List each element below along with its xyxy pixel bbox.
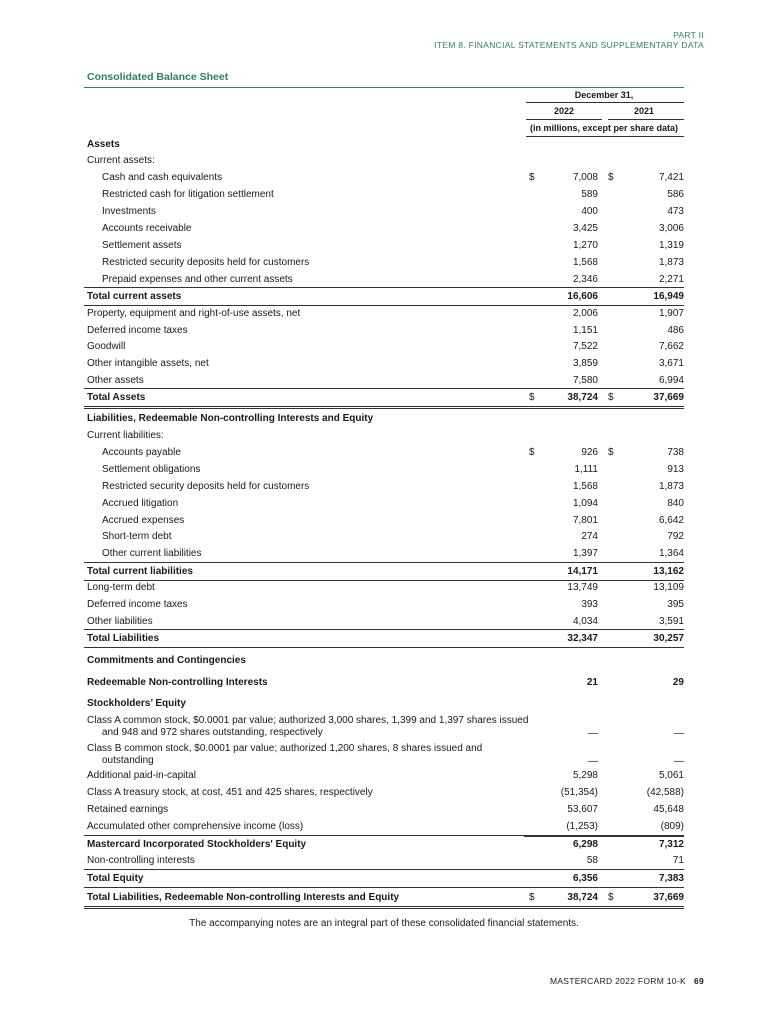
value-2021: 7,662 <box>658 341 684 352</box>
value-2022: 4,034 <box>572 616 598 627</box>
row-label: Mastercard Incorporated Stockholders' Equity <box>87 839 307 850</box>
row-label: Long-term debt <box>87 582 155 593</box>
row-label: Settlement assets <box>102 240 182 251</box>
table-row <box>84 495 684 512</box>
mastercard-equity-row <box>84 835 684 853</box>
value-2021: 738 <box>667 447 684 458</box>
value-2021: 1,873 <box>658 481 684 492</box>
table-row <box>84 237 684 254</box>
value-2021: 486 <box>667 325 684 336</box>
value-2022: 16,606 <box>567 291 598 302</box>
value-2021: 1,319 <box>658 240 684 251</box>
row-label: Total Liabilities <box>87 633 160 644</box>
row-label: Accounts receivable <box>102 223 192 234</box>
class-b-stock-row <box>84 743 684 769</box>
row-label: Total current assets <box>87 291 182 302</box>
table-row <box>84 852 684 869</box>
value-2022: — <box>588 728 598 739</box>
dollar-sign: $ <box>529 892 535 903</box>
value-2022: 53,607 <box>567 804 598 815</box>
value-2022: 7,580 <box>572 375 598 386</box>
row-label: Settlement obligations <box>102 464 201 475</box>
value-2022: (1,253) <box>566 821 598 832</box>
value-2022: 6,356 <box>572 873 598 884</box>
row-label: Restricted security deposits held for customers <box>102 257 310 268</box>
value-2022: 6,298 <box>572 839 598 850</box>
value-2021: 3,591 <box>658 616 684 627</box>
equity-heading: Stockholders’ Equity <box>87 698 186 709</box>
dollar-sign: $ <box>529 172 535 183</box>
value-2021: 840 <box>667 498 684 509</box>
page-footer <box>550 976 704 986</box>
value-2021: 6,994 <box>658 375 684 386</box>
dollar-sign: $ <box>608 172 614 183</box>
table-row <box>84 254 684 271</box>
value-2021: 792 <box>667 531 684 542</box>
value-2021: 395 <box>667 599 684 610</box>
value-2022: 926 <box>581 447 598 458</box>
row-label: Total Assets <box>87 392 146 403</box>
value-2022: 393 <box>581 599 598 610</box>
table-row <box>84 478 684 495</box>
dollar-sign: $ <box>608 892 614 903</box>
value-2022: 1,568 <box>572 481 598 492</box>
value-2022: 3,859 <box>572 358 598 369</box>
value-2022: 589 <box>581 189 598 200</box>
dollar-sign: $ <box>529 447 535 458</box>
table-row <box>84 355 684 372</box>
value-2022: 3,425 <box>572 223 598 234</box>
header-part: PART II <box>673 30 704 40</box>
total-assets-row <box>84 388 684 409</box>
row-label: Total Equity <box>87 873 144 884</box>
row-label: Class B common stock, $0.0001 par value; authorized 1,200 shares, 8 shares issued and outstanding <box>87 743 483 766</box>
equity-heading-row <box>84 695 684 712</box>
year-2021-rule <box>608 119 684 120</box>
liabilities-heading-row <box>84 410 684 427</box>
value-2021: — <box>674 756 684 767</box>
table-row <box>84 596 684 613</box>
value-2022: 13,749 <box>567 582 598 593</box>
value-2022: 1,397 <box>572 548 598 559</box>
row-label: Non-controlling interests <box>87 855 195 866</box>
row-label: Prepaid expenses and other current assets <box>102 274 293 285</box>
year-2022-rule <box>526 119 602 120</box>
value-2022: — <box>588 756 598 767</box>
value-2021: — <box>674 728 684 739</box>
row-label: Restricted cash for litigation settlement <box>102 189 274 200</box>
value-2021: 1,873 <box>658 257 684 268</box>
value-2022: 2,346 <box>572 274 598 285</box>
value-2022: 38,724 <box>567 892 598 903</box>
table-row <box>84 784 684 801</box>
table-row <box>84 767 684 784</box>
value-2021: (809) <box>660 821 684 832</box>
row-label: Total current liabilities <box>87 566 193 577</box>
title-rule <box>84 87 684 88</box>
total-equity-row <box>84 869 684 888</box>
value-2022: 400 <box>581 206 598 217</box>
total-current-assets-row <box>84 287 684 306</box>
table-row <box>84 338 684 355</box>
value-2021: 586 <box>667 189 684 200</box>
table-row <box>84 372 684 389</box>
value-2021: 6,642 <box>658 515 684 526</box>
value-2022: 5,298 <box>572 770 598 781</box>
row-label: Short-term debt <box>102 531 172 542</box>
row-label: Accumulated other comprehensive income (loss) <box>87 821 304 832</box>
value-2021: 13,162 <box>653 566 684 577</box>
value-2022: 14,171 <box>567 566 598 577</box>
row-label: Property, equipment and right-of-use assets, net <box>87 308 301 319</box>
commitments-label: Commitments and Contingencies <box>87 655 246 666</box>
table-row <box>84 444 684 461</box>
row-label: Accounts payable <box>102 447 181 458</box>
liabilities-heading: Liabilities, Redeemable Non-controlling Interests and Equity <box>87 413 374 424</box>
row-label: Other assets <box>87 375 144 386</box>
value-2022: 32,347 <box>567 633 598 644</box>
table-row <box>84 512 684 529</box>
value-2021: 7,312 <box>658 839 684 850</box>
dollar-sign: $ <box>529 392 535 403</box>
value-2021: 3,006 <box>658 223 684 234</box>
table-row <box>84 322 684 339</box>
table-row <box>84 613 684 630</box>
row-label: Additional paid-in-capital <box>87 770 196 781</box>
row-label: Class A common stock, $0.0001 par value; authorized 3,000 shares, 1,399 and 1,397 shares issued and 948 and 972 shares outstanding, respectively <box>87 715 529 738</box>
value-2021: 45,648 <box>653 804 684 815</box>
value-2021: 2,271 <box>658 274 684 285</box>
grand-total-row <box>84 889 684 909</box>
table-row <box>84 271 684 288</box>
table-row <box>84 220 684 237</box>
row-label: Accrued expenses <box>102 515 185 526</box>
year-2021-header: 2021 <box>633 106 655 116</box>
value-2021: 1,364 <box>658 548 684 559</box>
value-2022: 7,522 <box>572 341 598 352</box>
value-2021: 913 <box>667 464 684 475</box>
row-label: Investments <box>102 206 156 217</box>
current-liabilities-heading-row <box>84 427 684 444</box>
row-label: Accrued litigation <box>102 498 179 509</box>
table-row <box>84 203 684 220</box>
table-row <box>84 461 684 478</box>
value-2022: 58 <box>586 855 598 866</box>
commitments-row <box>84 652 684 669</box>
value-2022: (51,354) <box>560 787 598 798</box>
row-label: Other current liabilities <box>102 548 202 559</box>
current-assets-heading: Current assets: <box>87 155 155 166</box>
value-2022: 38,724 <box>567 392 598 403</box>
value-2022: 21 <box>586 677 598 688</box>
table-row <box>84 545 684 562</box>
footnote: The accompanying notes are an integral part of these consolidated financial statements. <box>189 918 579 929</box>
value-2021: 5,061 <box>658 770 684 781</box>
table-row <box>84 579 684 596</box>
row-label: Retained earnings <box>87 804 169 815</box>
value-2021: 473 <box>667 206 684 217</box>
redeemable-nci-row <box>84 674 684 691</box>
dollar-sign: $ <box>608 447 614 458</box>
units-header: (in millions, except per share data) <box>529 123 679 133</box>
value-2021: 7,421 <box>658 172 684 183</box>
value-2022: 1,151 <box>572 325 598 336</box>
table-row <box>84 305 684 322</box>
row-label: Redeemable Non-controlling Interests <box>87 677 268 688</box>
row-label: Other intangible assets, net <box>87 358 209 369</box>
table-row <box>84 186 684 203</box>
table-row <box>84 801 684 818</box>
current-assets-heading-row <box>84 152 684 169</box>
value-2021: 71 <box>672 855 684 866</box>
row-label: Restricted security deposits held for customers <box>102 481 310 492</box>
class-a-stock-row <box>84 715 684 741</box>
value-2021: 30,257 <box>653 633 684 644</box>
period-header: December 31, <box>574 90 634 100</box>
assets-heading: Assets <box>87 139 120 150</box>
value-2022: 7,008 <box>572 172 598 183</box>
current-liabilities-heading: Current liabilities: <box>87 430 164 441</box>
value-2022: 1,270 <box>572 240 598 251</box>
value-2021: 3,671 <box>658 358 684 369</box>
row-label: Deferred income taxes <box>87 325 188 336</box>
value-2021: 1,907 <box>658 308 684 319</box>
value-2022: 274 <box>581 531 598 542</box>
value-2022: 2,006 <box>572 308 598 319</box>
value-2021: (42,588) <box>646 787 684 798</box>
row-label: Class A treasury stock, at cost, 451 and 425 shares, respectively <box>87 787 373 798</box>
year-2022-header: 2022 <box>553 106 575 116</box>
row-label: Goodwill <box>87 341 126 352</box>
page-number: 69 <box>693 976 704 986</box>
assets-heading-row <box>84 136 684 153</box>
table-row <box>84 169 684 186</box>
value-2021: 37,669 <box>653 392 684 403</box>
row-label: Total Liabilities, Redeemable Non-controlling Interests and Equity <box>87 892 400 903</box>
table-row <box>84 818 684 835</box>
header-item: ITEM 8. FINANCIAL STATEMENTS AND SUPPLEMENTARY DATA <box>434 40 704 50</box>
row-label: Cash and cash equivalents <box>102 172 223 183</box>
footer-brand: MASTERCARD 2022 FORM 10-K <box>549 976 686 986</box>
dollar-sign: $ <box>608 392 614 403</box>
table-row <box>84 528 684 545</box>
value-2022: 1,111 <box>574 464 598 475</box>
value-2022: 1,568 <box>572 257 598 268</box>
value-2022: 1,094 <box>572 498 598 509</box>
row-label: Deferred income taxes <box>87 599 188 610</box>
value-2021: 29 <box>672 677 684 688</box>
row-label: Other liabilities <box>87 616 153 627</box>
value-2021: 13,109 <box>653 582 684 593</box>
value-2021: 16,949 <box>653 291 684 302</box>
value-2021: 7,383 <box>658 873 684 884</box>
statement-title: Consolidated Balance Sheet <box>87 71 229 83</box>
value-2022: 7,801 <box>572 515 598 526</box>
total-liabilities-row <box>84 629 684 648</box>
value-2021: 37,669 <box>653 892 684 903</box>
period-rule <box>526 102 684 103</box>
